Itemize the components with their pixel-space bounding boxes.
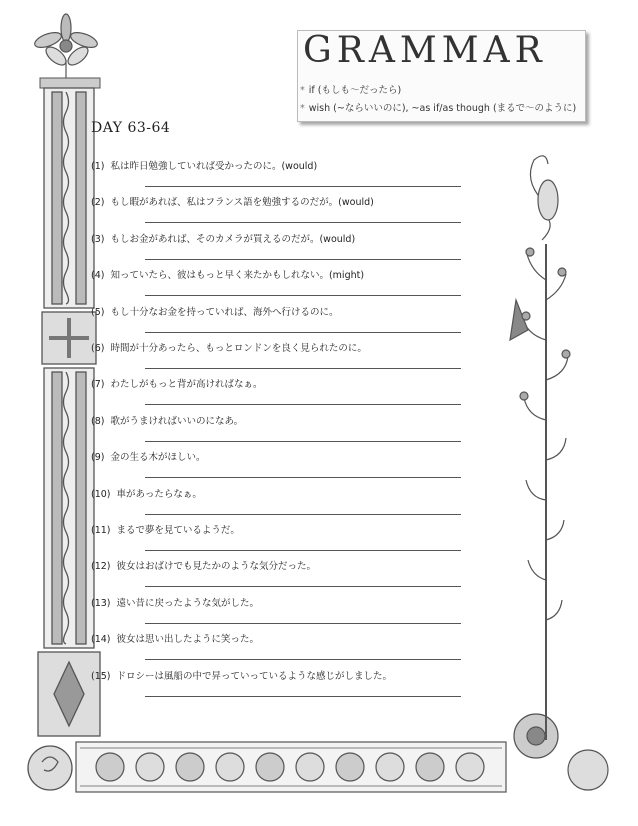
question-text: 車があったらなぁ。 <box>116 488 202 500</box>
question-number: (9) <box>91 452 105 464</box>
question-item <box>91 267 364 281</box>
answer-line[interactable] <box>145 696 461 697</box>
question-number: (13) <box>91 597 111 609</box>
question-text: 私は昨日勉強していれば受かったのに。(would) <box>110 161 318 172</box>
question-number: (14) <box>91 634 111 646</box>
question-number: (5) <box>91 306 105 318</box>
question-text: 彼女はおばけでも見たかのような気分だった。 <box>116 561 317 573</box>
question-item <box>91 486 202 500</box>
question-item <box>91 449 205 463</box>
question-text: もしお金があれば、そのカメラが買えるのだが。(would) <box>110 233 356 245</box>
question-text: 彼女は思い出したように笑った。 <box>116 634 260 646</box>
day-label: DAY 63-64 <box>91 120 171 136</box>
question-number: (4) <box>91 270 105 282</box>
answer-line[interactable] <box>145 332 461 333</box>
question-number: (12) <box>91 561 111 573</box>
question-number: (2) <box>91 197 105 209</box>
question-text: もし暇があれば、私はフランス語を勉強するのだが。(would) <box>110 197 374 209</box>
question-text: まるで夢を見ているようだ。 <box>116 525 240 536</box>
question-item <box>91 522 240 536</box>
answer-line[interactable] <box>145 368 461 369</box>
question-item <box>91 668 392 682</box>
question-text: 歌がうまければいいのになあ。 <box>110 415 244 427</box>
question-item <box>91 558 316 572</box>
question-text: ドロシーは風船の中で昇っていっているような感じがしました。 <box>116 670 393 682</box>
question-number: (7) <box>91 379 105 391</box>
question-item <box>91 340 367 354</box>
question-number: (6) <box>91 343 105 354</box>
answer-line[interactable] <box>145 514 461 515</box>
flower-ornament-icon <box>33 14 99 78</box>
answer-line[interactable] <box>145 477 461 478</box>
answer-line[interactable] <box>145 222 461 223</box>
question-item <box>91 413 243 427</box>
question-item <box>91 631 259 645</box>
question-number: (1) <box>91 161 105 172</box>
question-item <box>91 231 355 245</box>
question-number: (10) <box>91 488 111 500</box>
answer-line[interactable] <box>145 186 461 187</box>
question-number: (8) <box>91 415 105 427</box>
question-number: (3) <box>91 233 105 245</box>
question-item <box>91 194 374 208</box>
question-item <box>91 304 338 318</box>
answer-line[interactable] <box>145 295 461 296</box>
question-text: 金の生る木がほしい。 <box>110 452 206 464</box>
answer-line[interactable] <box>145 259 461 260</box>
question-text: 遠い昔に戻ったような気がした。 <box>116 597 260 609</box>
question-item <box>91 158 317 172</box>
answer-line[interactable] <box>145 404 461 405</box>
question-number: (11) <box>91 525 111 536</box>
grammar-point: * wish (~ならいいのに), ~as if/as though (まるで〜のように) <box>300 103 577 114</box>
answer-line[interactable] <box>145 659 461 660</box>
grammar-point: * if (もしも〜だったら) <box>300 85 402 96</box>
question-text: もし十分なお金を持っていれば、海外へ行けるのに。 <box>110 306 339 318</box>
answer-line[interactable] <box>145 623 461 624</box>
answer-line[interactable] <box>145 586 461 587</box>
question-text: 時間が十分あったら、もっとロンドンを良く見られたのに。 <box>110 343 367 354</box>
question-text: わたしがもっと背が高ければなぁ。 <box>110 379 263 391</box>
question-text: 知っていたら、彼はもっと早く来たかもしれない。(might) <box>110 270 365 282</box>
answer-line[interactable] <box>145 550 461 551</box>
question-item <box>91 595 259 609</box>
question-number: (15) <box>91 670 111 682</box>
page-title: GRAMMAR <box>303 30 547 71</box>
question-item <box>91 376 262 390</box>
answer-line[interactable] <box>145 441 461 442</box>
